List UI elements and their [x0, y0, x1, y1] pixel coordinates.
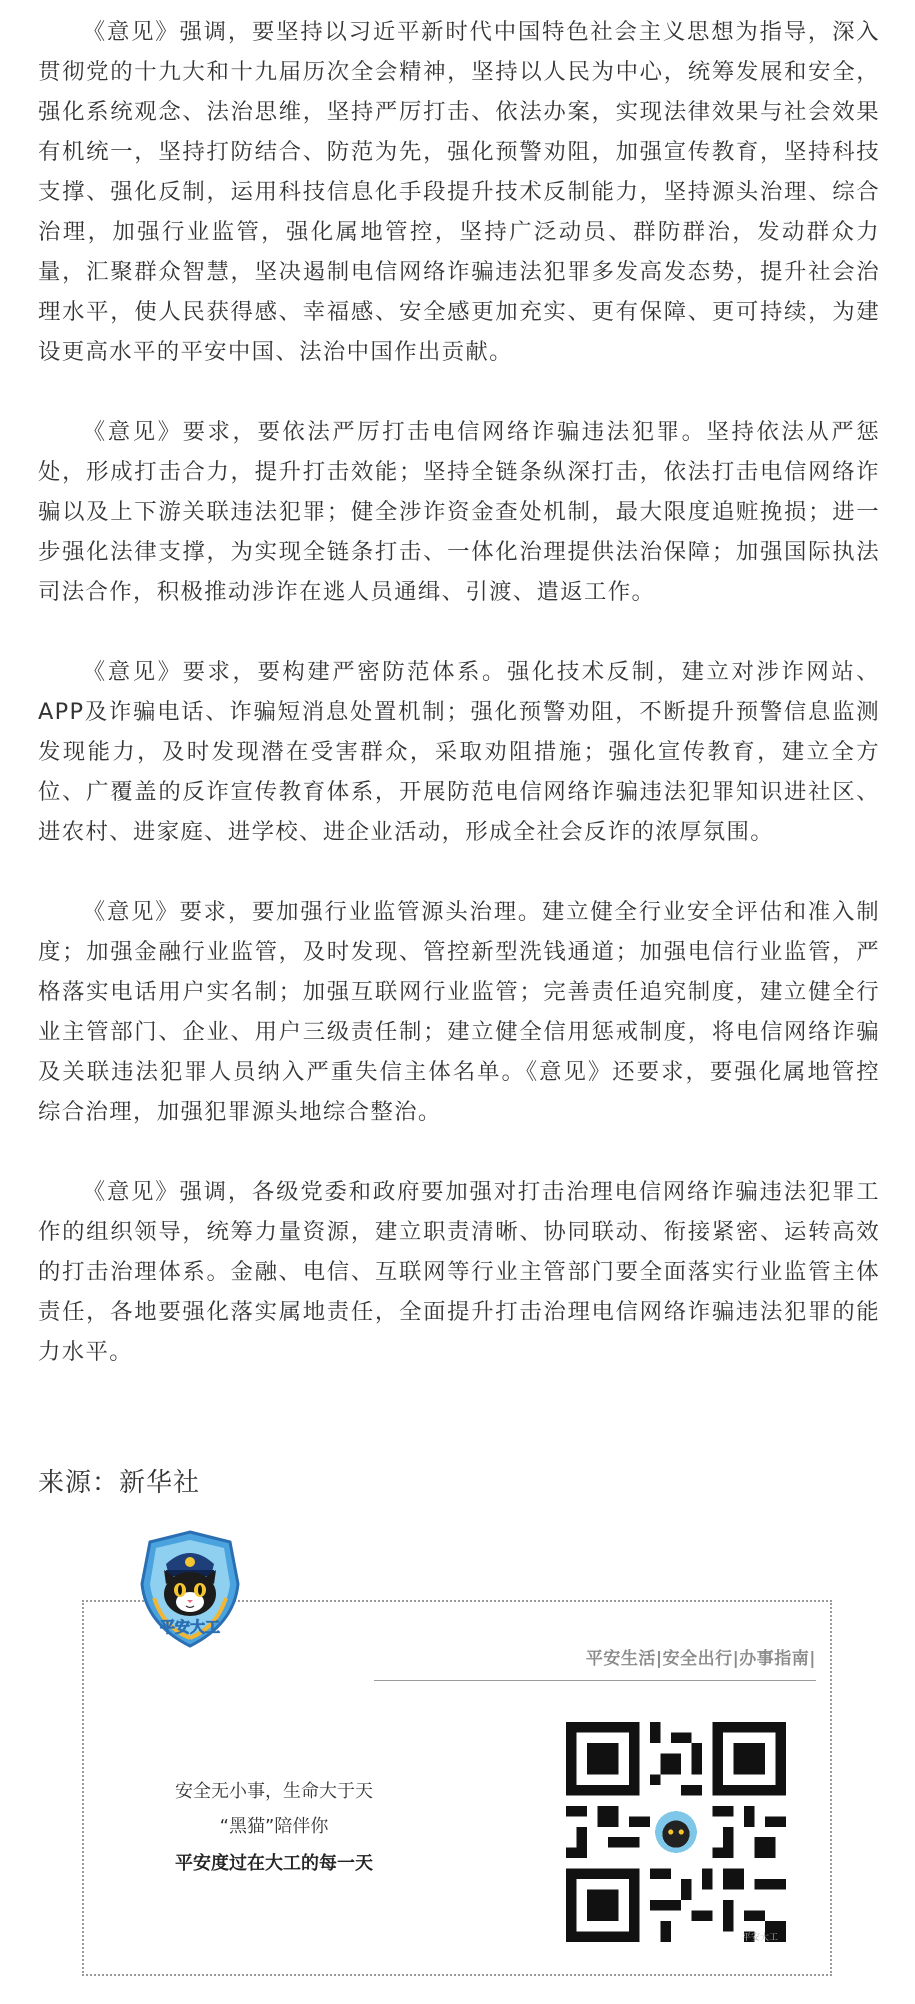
- slogan-line-2: “黑猫”陪伴你: [219, 1816, 329, 1837]
- paragraph-5: 《意见》强调，各级党委和政府要加强对打击治理电信网络诈骗违法犯罪工作的组织领导，统筹力量资源，建立职责清晰、协同联动、衔接紧密、运转高效的打击治理体系。金融、电信、互联网等行业主管部门要全面落实行业监管主体责任，各地要强化落实属地责任，全面提升打击治理电信网络诈骗违法犯罪的能力水平。: [38, 1179, 880, 1365]
- qr-watermark: 平安大工: [742, 1933, 779, 1943]
- paragraph-4: 《意见》要求，要加强行业监管源头治理。建立健全行业安全评估和准入制度；加强金融行业监管，及时发现、管控新型洗钱通道；加强电信行业监管，严格落实电话用户实名制；加强互联网行业监管；完善责任追究制度，建立健全行业主管部门、企业、用户三级责任制；建立健全信用惩戒制度，将电信网络诈骗及关联违法犯罪人员纳入严重失信主体名单。《意见》还要求，要强化属地管控综合治理，加强犯罪源头地综合整治。: [38, 899, 880, 1125]
- slogan-line-3: 平安度过在大工的每一天: [175, 1853, 373, 1874]
- paragraph-1: 《意见》强调，要坚持以习近平新时代中国特色社会主义思想为指导，深入贯彻党的十九大和十九届历次全会精神，坚持以人民为中心，统筹发展和安全，强化系统观念、法治思维，坚持严厉打击、依法办案，实现法律效果与社会效果有机统一，坚持打防结合、防范为先，强化预警劝阻，加强宣传教育，坚持科技支撑、强化反制，运用科技信息化手段提升技术反制能力，坚持源头治理、综合治理，加强行业监管，强化属地管控，坚持广泛动员、群防群治，发动群众力量，汇聚群众智慧，坚决遏制电信网络诈骗违法犯罪多发高发态势，提升社会治理水平，使人民获得感、幸福感、安全感更加充实、更有保障、更可持续，为建设更高水平的平安中国、法治中国作出贡献。: [38, 19, 880, 365]
- paragraph-2: 《意见》要求，要依法严厉打击电信网络诈骗违法犯罪。坚持依法从严惩处，形成打击合力，提升打击效能；坚持全链条纵深打击，依法打击电信网络诈骗以及上下游关联违法犯罪；健全涉诈资金查处机制，最大限度追赃挽损；进一步强化法律支撑，为实现全链条打击、一体化治理提供法治保障；加强国际执法司法合作，积极推动涉诈在逃人员通缉、引渡、遣返工作。: [38, 419, 880, 605]
- slogan-line-1: 安全无小事，生命大于天: [175, 1781, 373, 1802]
- article-body: [38, 0, 880, 1372]
- qr-code-icon[interactable]: [566, 1722, 786, 1942]
- footer-card: [82, 1600, 832, 1976]
- footer-nav-links[interactable]: 平安生活|安全出行|办事指南|: [585, 1649, 816, 1669]
- article-source: 来源：新华社: [38, 1468, 201, 1498]
- footer-divider: [374, 1680, 816, 1681]
- black-cat-police-mascot-icon: [134, 1528, 246, 1652]
- paragraph-3: 《意见》要求，要构建严密防范体系。强化技术反制，建立对涉诈网站、APP及诈骗电话、诈骗短消息处置机制；强化预警劝阻，不断提升预警信息监测发现能力，及时发现潜在受害群众，采取劝阻措施；强化宣传教育，建立全方位、广覆盖的反诈宣传教育体系，开展防范电信网络诈骗违法犯罪知识进社区、进农村、进家庭、进学校、进企业活动，形成全社会反诈的浓厚氛围。: [38, 659, 880, 845]
- mascot-logo-text: 平安大工: [159, 1619, 221, 1636]
